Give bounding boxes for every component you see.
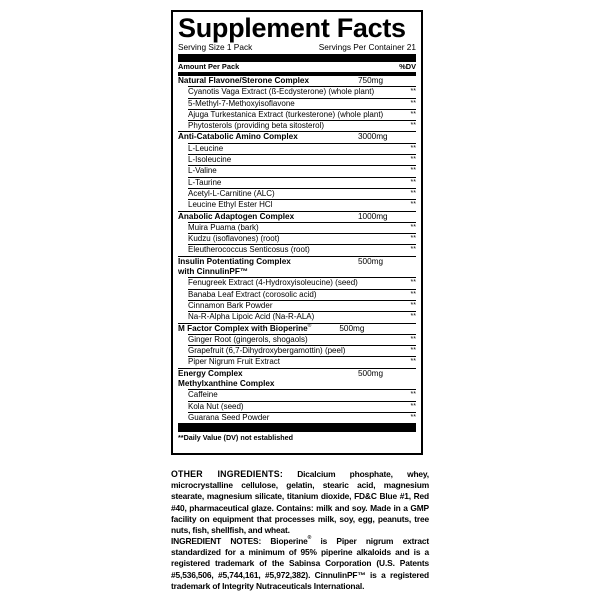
registered-mark: ® [307,535,312,541]
ingredient-row [188,389,416,400]
serving-size: Serving Size 1 Pack [178,42,253,52]
bottom-divider [178,424,416,432]
ingredient-dv: ** [410,358,416,366]
ingredient-group [178,76,416,132]
ingredient-group [178,324,416,369]
ingredient-name: 5-Methyl-7-Methoxyisoflavone [188,98,295,108]
ingredient-name: Fenugreek Extract (4-Hydroxyisoleucine) (seed) [188,278,358,288]
group-header [178,324,416,334]
ingredient-name: L-Valine [188,166,217,176]
ingredient-notes [171,536,429,592]
ingredient-name: Caffeine [188,390,218,400]
ingredient-name: Ginger Root (gingerols, shogaols) [188,334,308,344]
ingredient-notes-text: is Piper nigrum extract standardized for a minimum of 95% piperine alkaloids and is a registered trademark of the Sabinsa Corporation (U.S. Patents #5,536,506, #5,744,161, #5,972,382). CinnulinPF™ is a registered trademark of Integrity Nutraceuticals International. [171,536,429,591]
ingredient-row [188,311,416,322]
ingredient-name: Guarana Seed Powder [188,412,270,422]
group-name: Energy Complex [178,368,243,378]
ingredient-dv: ** [410,144,416,152]
ingredient-dv: ** [410,156,416,164]
group-amount: 500mg [358,368,384,378]
ingredient-name: Grapefruit (6,7-Dihydroxybergamottin) (peel) [188,346,346,356]
ingredient-name: Cinnamon Bark Powder [188,300,273,310]
group-header [178,132,416,142]
ingredient-row [188,345,416,356]
ingredient-name: Piper Nigrum Fruit Extract [188,357,281,367]
registered-mark: ® [307,322,312,329]
ingredient-dv: ** [410,235,416,243]
ingredient-dv: ** [410,313,416,321]
panel-title: Supplement Facts [178,13,406,43]
ingredient-name: Acetyl-L-Carnitine (ALC) [188,188,275,198]
group-amount: 1000mg [358,211,388,221]
servings-per-container: Servings Per Container 21 [318,42,416,52]
ingredient-dv: ** [410,122,416,130]
ingredient-notes-label: INGREDIENT NOTES: [171,536,262,546]
ingredient-row [188,143,416,154]
group-amount: 750mg [358,76,384,85]
ingredient-name: Ajuga Turkestanica Extract (turkesterone) (whole plant) [188,109,384,119]
ingredient-group [178,132,416,211]
ingredient-name: Leucine Ethyl Ester HCl [188,200,273,210]
serving-info [178,42,416,52]
amount-header: Amount Per Pack [178,62,240,71]
ingredient-dv: ** [410,290,416,298]
ingredient-row [188,120,416,131]
ingredient-row [188,356,416,367]
ingredient-row [188,177,416,188]
ingredient-row [188,334,416,345]
group-amount: 500mg [339,323,365,333]
ingredient-dv: ** [410,99,416,107]
ingredient-dv: ** [410,347,416,355]
group-header [178,369,416,379]
ingredient-name: Eleutherococcus Senticosus (root) [188,245,310,255]
ingredient-name: L-Taurine [188,177,222,187]
ingredient-name: L-Isoleucine [188,155,232,165]
ingredient-row [188,109,416,120]
ingredient-name: Na-R-Alpha Lipoic Acid (Na-R-ALA) [188,312,315,322]
ingredient-row [188,277,416,288]
ingredient-name: L-Leucine [188,143,224,153]
ingredient-dv: ** [410,167,416,175]
ingredient-dv: ** [410,246,416,254]
ingredient-dv: ** [410,201,416,209]
ingredient-row [188,233,416,244]
ingredient-dv: ** [410,301,416,309]
group-header [178,76,416,86]
ingredient-name: Banaba Leaf Extract (corosolic acid) [188,289,317,299]
ingredient-row [188,244,416,255]
ingredient-groups [178,76,416,424]
other-ingredients [171,469,429,536]
ingredient-row [188,154,416,165]
ingredient-row [188,412,416,423]
ingredient-dv: ** [410,402,416,410]
group-name: Anabolic Adaptogen Complex [178,211,295,221]
ingredient-row [188,199,416,210]
group-header [178,212,416,222]
group-name-line2: Methylxanthine Complex [178,379,275,389]
ingredient-dv: ** [410,391,416,399]
ingredient-name: Kudzu (isoflavones) (root) [188,234,280,244]
group-name: Anti-Catabolic Amino Complex [178,132,298,142]
ingredient-dv: ** [410,279,416,287]
group-name: Natural Flavone/Sterone Complex [178,76,310,85]
other-ingredients-text: Dicalcium phosphate, whey, microcrystalline cellulose, gelatin, stearic acid, magnesium stearate, magnesium silicate, titanium dioxide, FD&C Blue #1, Red #40, pharmaceutical glaze. Contains: milk and soy. Made in a GMP facility on equipment that processes milk, soy, egg, peanuts, tree nuts, fish, shellfish, and wheat. [171,469,429,536]
ingredient-name: Cyanotis Vaga Extract (ß-Ecdysterone) (whole plant) [188,87,375,97]
ingredient-row [188,289,416,300]
ingredient-row [188,86,416,97]
ingredient-row [188,165,416,176]
thick-divider [178,54,416,62]
other-ingredients-label: OTHER INGREDIENTS: [171,469,283,479]
ingredient-dv: ** [410,178,416,186]
group-header [178,257,416,267]
ingredient-dv: ** [410,223,416,231]
ingredient-name: Phytosterols (providing beta sitosterol) [188,121,325,131]
group-name-line2: with CinnulinPF™ [178,267,249,277]
bioperine-word: Bioperine [270,536,308,546]
ingredient-row [188,222,416,233]
group-amount: 3000mg [358,132,388,142]
ingredient-dv: ** [410,335,416,343]
ingredient-row [188,401,416,412]
supplement-facts-panel [171,10,423,455]
ingredient-dv: ** [410,88,416,96]
group-amount: 500mg [358,256,384,266]
ingredient-name: Kola Nut (seed) [188,401,244,411]
ingredient-dv: ** [410,189,416,197]
group-name: Insulin Potentiating Complex [178,256,291,266]
ingredient-row [188,98,416,109]
ingredient-dv: ** [410,110,416,118]
ingredient-dv: ** [410,413,416,421]
ingredient-row [188,188,416,199]
group-name: M Factor Complex with Bioperine [178,323,308,333]
dv-header: %DV [399,62,416,71]
ingredient-name: Muira Puama (bark) [188,222,259,232]
ingredient-group [178,369,416,424]
ingredient-row [188,300,416,311]
footnote: **Daily Value (DV) not established [178,433,294,443]
ingredient-group [178,212,416,257]
ingredient-group [178,257,416,324]
amount-header-row [178,62,416,73]
